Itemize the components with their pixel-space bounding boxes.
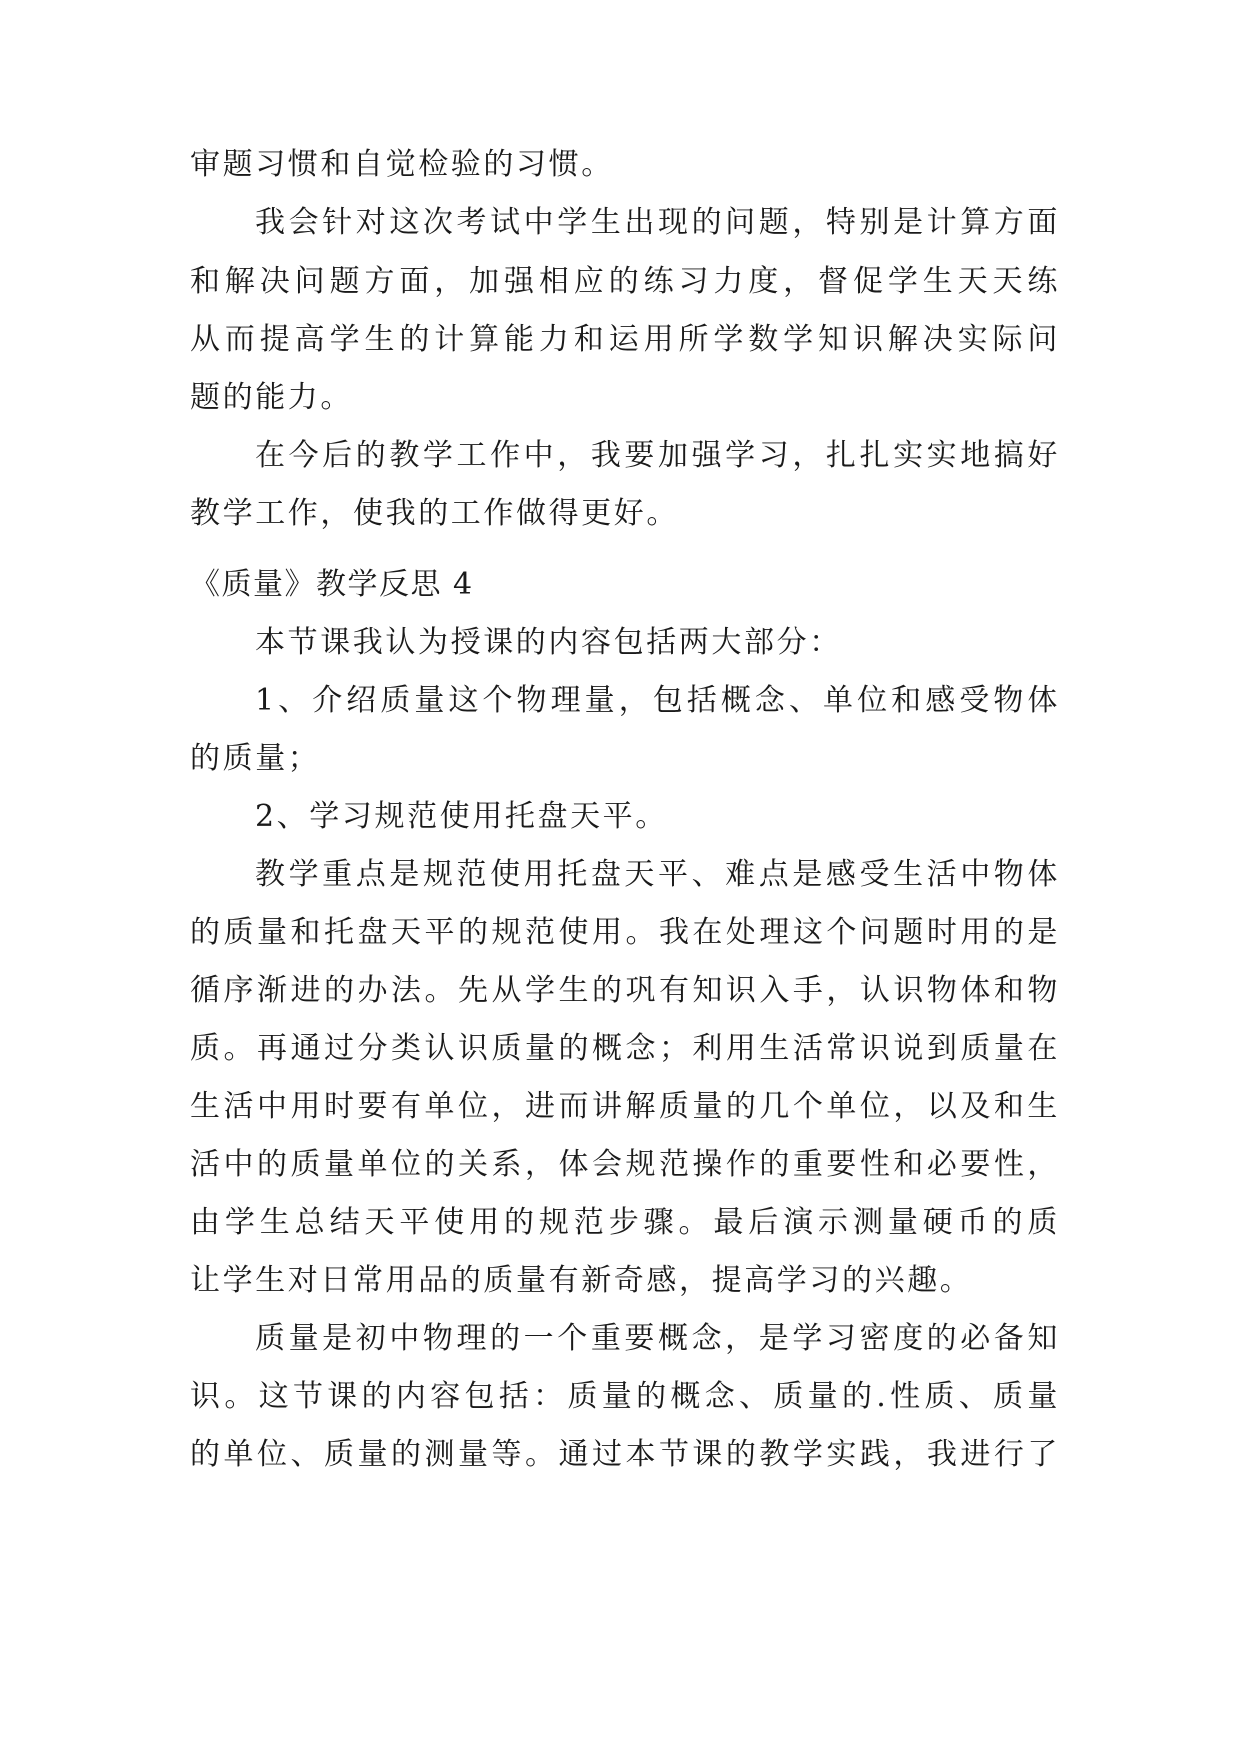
text-line: 教学工作，使我的工作做得更好。 bbox=[190, 496, 679, 531]
text-line: 审题习惯和自觉检验的习惯。 bbox=[190, 147, 614, 182]
text-line: 和解决问题方面，加强相应的练习力度，督促学生天天练 bbox=[190, 264, 1060, 299]
list-item-first-line: 1、介绍质量这个物理量，包括概念、单位和感受物体 bbox=[255, 683, 1060, 718]
text-line: 循序渐进的办法。先从学生的巩有知识入手，认识物体和物 bbox=[190, 973, 1060, 1008]
section-heading: 《质量》教学反思 4 bbox=[190, 567, 474, 602]
text-line: 让学生对日常用品的质量有新奇感，提高学习的兴趣。 bbox=[190, 1263, 973, 1298]
paragraph-first-line: 教学重点是规范使用托盘天平、难点是感受生活中物体 bbox=[255, 857, 1060, 892]
text-line: 的质量和托盘天平的规范使用。我在处理这个问题时用的是 bbox=[190, 915, 1060, 950]
text-line: 由学生总结天平使用的规范步骤。最后演示测量硬币的质 bbox=[190, 1205, 1060, 1240]
text-line: 的质量； bbox=[190, 741, 321, 776]
paragraph-first-line: 我会针对这次考试中学生出现的问题，特别是计算方面 bbox=[255, 205, 1060, 240]
paragraph-first-line: 本节课我认为授课的内容包括两大部分： bbox=[255, 625, 842, 660]
paragraph-first-line: 在今后的教学工作中，我要加强学习，扎扎实实地搞好 bbox=[255, 438, 1060, 473]
text-line: 从而提高学生的计算能力和运用所学数学知识解决实际问 bbox=[190, 322, 1060, 357]
text-line: 生活中用时要有单位，进而讲解质量的几个单位，以及和生 bbox=[190, 1089, 1060, 1124]
text-line: 质。再通过分类认识质量的概念；利用生活常识说到质量在 bbox=[190, 1031, 1060, 1066]
text-line: 题的能力。 bbox=[190, 380, 353, 415]
paragraph-first-line: 质量是初中物理的一个重要概念，是学习密度的必备知 bbox=[255, 1321, 1060, 1356]
text-line: 的单位、质量的测量等。通过本节课的教学实践，我进行了 bbox=[190, 1437, 1060, 1472]
text-line: 活中的质量单位的关系，体会规范操作的重要性和必要性， bbox=[190, 1147, 1060, 1182]
text-line: 识。这节课的内容包括：质量的概念、质量的.性质、质量 bbox=[190, 1379, 1060, 1414]
list-item-first-line: 2、学习规范使用托盘天平。 bbox=[255, 799, 668, 834]
